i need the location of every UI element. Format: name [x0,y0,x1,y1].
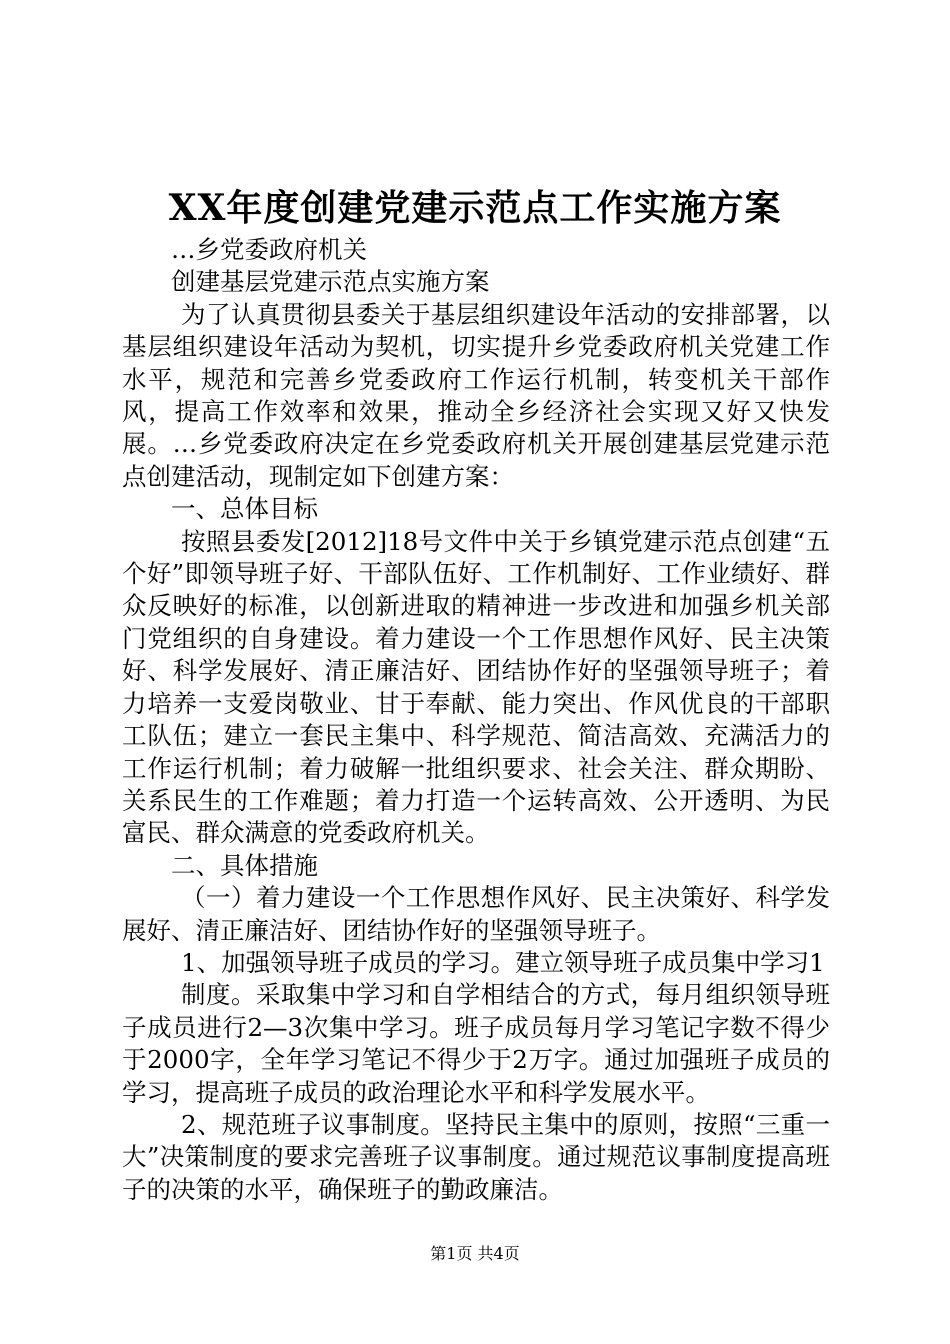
paragraph-goals: 按照县委发[2012]18号文件中关于乡镇党建示范点创建“五个好”即领导班子好、干部队伍好、工作机制好、工作业绩好、群众反映好的标准，以创新进取的精神进一步改进和加强乡机关部门党组织的自身建设。着力建设一个工作思想作风好、民主决策好、科学发展好、清正廉洁好、团结协作好的坚强领导班子；着力培养一支爱岗敬业、甘于奉献、能力突出、作风优良的干部职工队伍；建立一套民主集中、科学规范、简洁高效、充满活力的工作运行机制；着力破解一批组织要求、社会关注、群众期盼、关系民生的工作难题；着力打造一个运转高效、公开透明、为民富民、群众满意的党委政府机关。 [122,526,830,848]
paragraph-study-system: 制度。采取集中学习和自学相结合的方式，每月组织领导班子成员进行2—3次集中学习。班子成员每月学习笔记字数不得少于2000字，全年学习笔记不得少于2万字。通过加强班子成员的学习，提高班子成员的政治理论水平和科学发展水平。 [122,980,830,1107]
paragraph-subtitle: 创建基层党建示范点实施方案 [171,267,490,297]
section-heading-goals: 一、总体目标 [171,494,318,524]
document-title: XX年度创建党建示范点工作实施方案 [168,187,782,229]
document-body [122,234,830,1206]
paragraph-rules: 2、规范班子议事制度。坚持民主集中的原则，按照“三重一大”决策制度的要求完善班子议事制度。通过规范议事制度提高班子的决策的水平，确保班子的勤政廉洁。 [122,1109,830,1204]
page-number: 第1页 共4页 [430,1244,520,1263]
section-heading-measures: 二、具体措施 [171,850,318,880]
paragraph-measure-1: （一）着力建设一个工作思想作风好、民主决策好、科学发展好、清正廉洁好、团结协作好的坚强领导班子。 [122,883,830,945]
paragraph-intro: 为了认真贯彻县委关于基层组织建设年活动的安排部署，以基层组织建设年活动为契机，切实提升乡党委政府机关党建工作水平，规范和完善乡党委政府工作运行机制，转变机关干部作风，提高工作效率和效果，推动全乡经济社会实现又好又快发展。…乡党委政府决定在乡党委政府机关开展创建基层党建示范点创建活动，现制定如下创建方案： [122,299,830,491]
paragraph-org: …乡党委政府机关 [171,235,367,264]
paragraph-study: 1、加强领导班子成员的学习。建立领导班子成员集中学习1 [181,947,825,977]
